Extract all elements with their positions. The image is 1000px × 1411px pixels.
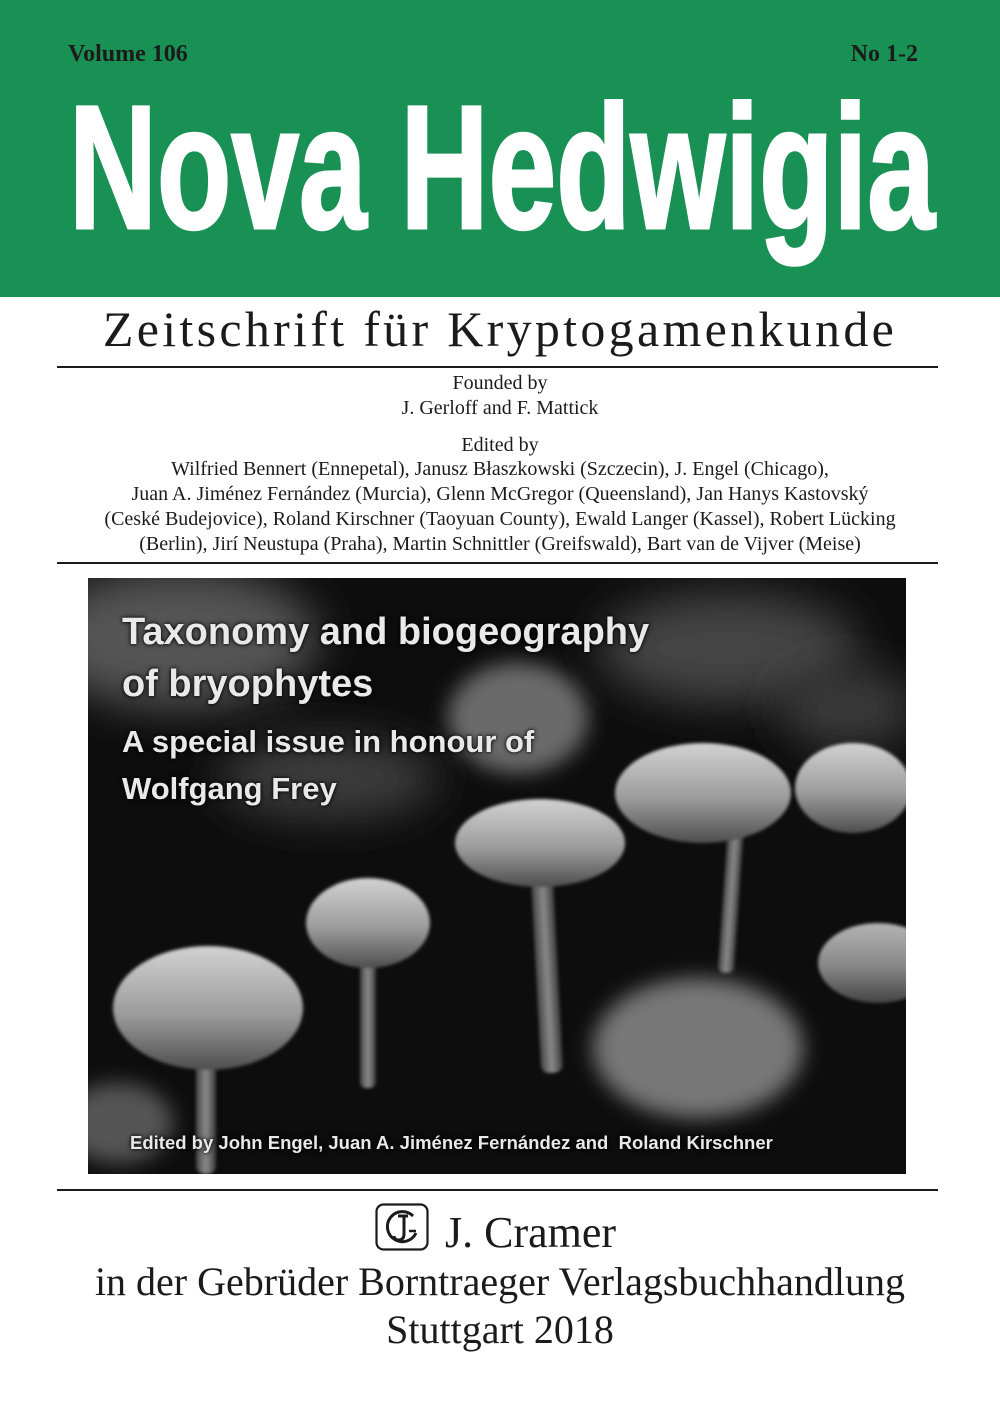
edited-label: Edited by — [461, 434, 539, 456]
issue-number: No 1-2 — [850, 41, 918, 67]
feature-editors-credit: Edited by John Engel, Juan A. Jiménez Fernández and Roland Kirschner — [130, 1132, 773, 1153]
liverwort-head — [113, 946, 303, 1070]
journal-title: Nova Hedwigia — [69, 70, 936, 266]
feature-title-line: of bryophytes — [122, 663, 374, 705]
editors-line: (Berlin), Jirí Neustupa (Praha), Martin Schnittler (Greifswald), Bart van de Vijver (Meise) — [139, 533, 861, 555]
liverwort-stalk — [360, 958, 376, 1088]
publisher-name: J. Cramer — [445, 1208, 617, 1257]
liverwort-head — [455, 799, 625, 887]
liverwort-head — [306, 878, 430, 968]
liverwort-head — [615, 743, 791, 843]
editors-line: Wilfried Bennert (Ennepetal), Janusz Błaszkowski (Szczecin), J. Engel (Chicago), — [171, 458, 829, 480]
founded-label: Founded by — [452, 372, 548, 394]
divider-top — [57, 366, 938, 368]
liverwort-head — [795, 743, 906, 833]
volume-label: Volume 106 — [68, 41, 188, 67]
feature-title-line: Taxonomy and biogeography — [122, 611, 650, 653]
divider-bottom — [57, 1189, 938, 1191]
journal-subtitle: Zeitschrift für Kryptogamenkunde — [102, 301, 898, 357]
feature-subtitle-line: A special issue in honour of — [122, 724, 535, 759]
feature-subtitle-line: Wolfgang Frey — [122, 771, 337, 806]
cover-photo — [88, 578, 906, 1174]
cramer-monogram-icon — [375, 1203, 429, 1251]
publication-place-year: Stuttgart 2018 — [386, 1307, 614, 1352]
journal-title-graphic — [0, 0, 1000, 297]
editors-line: (Ceské Budejovice), Roland Kirschner (Taoyuan County), Ewald Langer (Kassel), Robert Lücking — [104, 508, 896, 530]
publisher-imprint: in der Gebrüder Borntraeger Verlagsbuchhandlung — [94, 1259, 906, 1304]
founders: J. Gerloff and F. Mattick — [401, 397, 599, 419]
editors-line: Juan A. Jiménez Fernández (Murcia), Glenn McGregor (Queensland), Jan Hanys Kastovský — [131, 483, 869, 505]
divider-middle — [57, 562, 938, 564]
background-blur — [593, 978, 803, 1118]
